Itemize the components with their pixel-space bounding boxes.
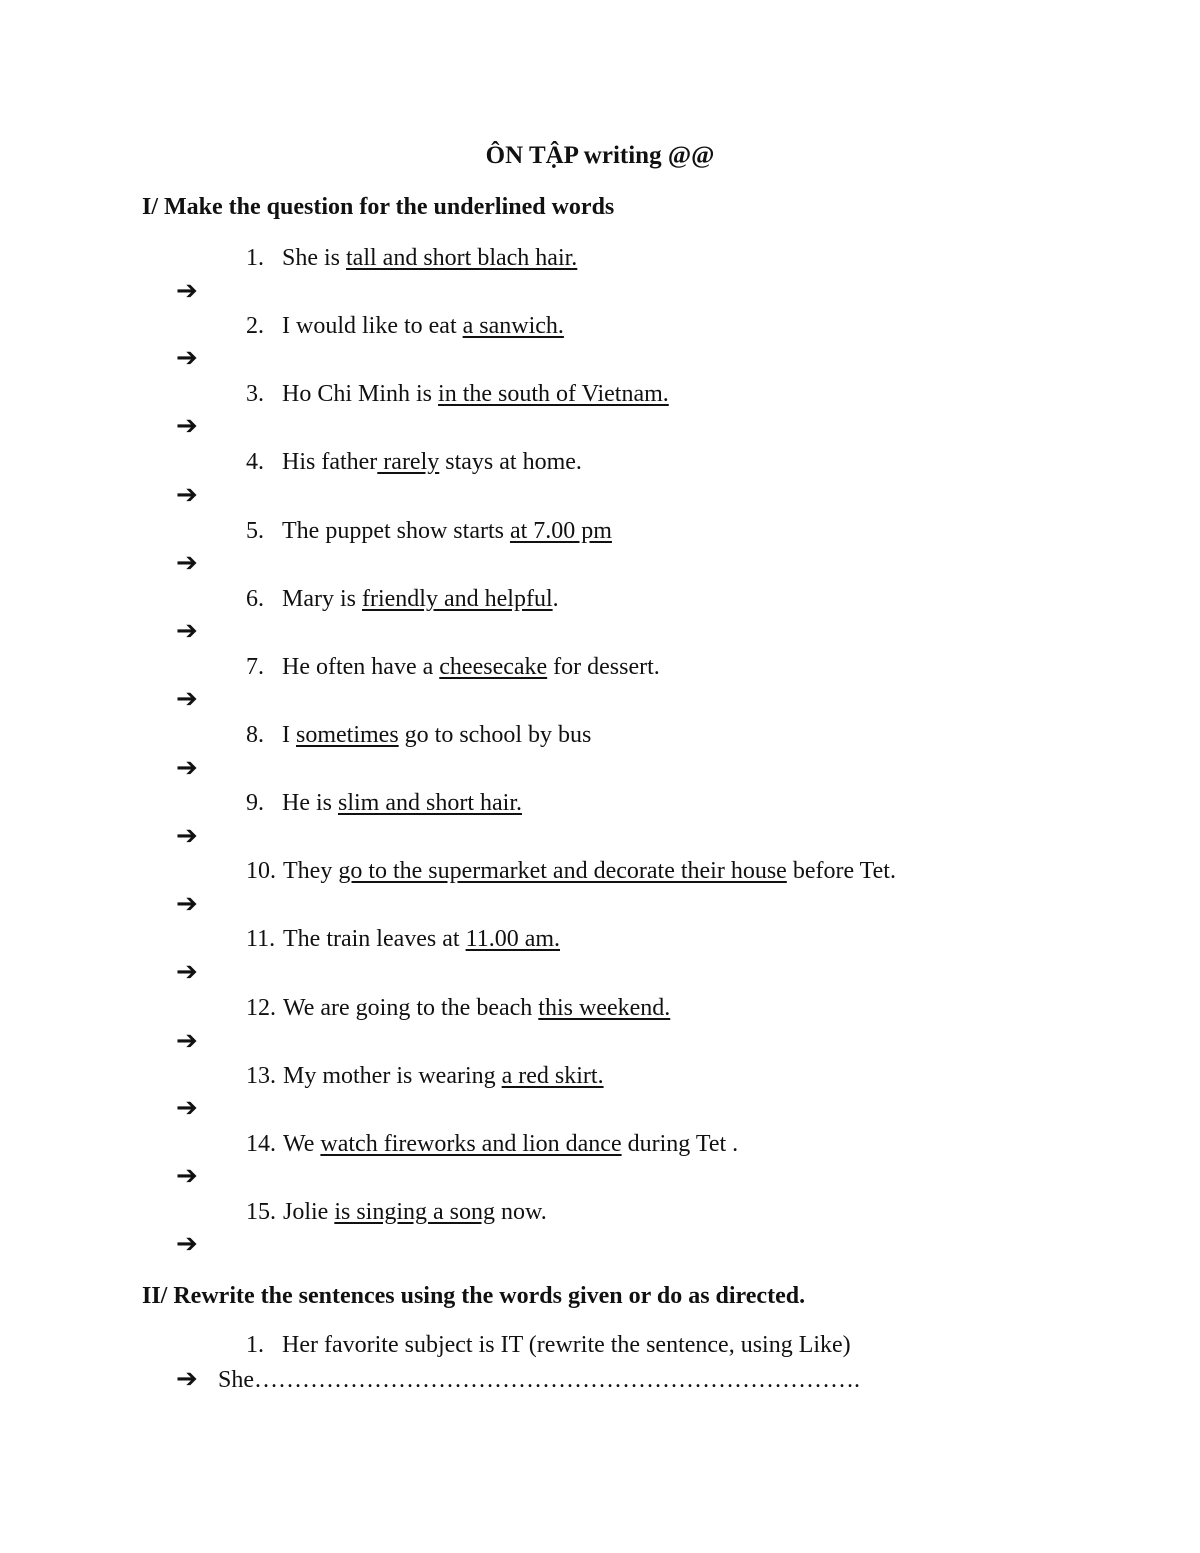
question-item: 12. We are going to the beach this weekend. xyxy=(246,995,671,1021)
answer-arrow-icon: ➔ xyxy=(176,1229,198,1259)
question-item: 14. We watch fireworks and lion dance during Tet . xyxy=(246,1131,739,1157)
answer-arrow-icon: ➔ xyxy=(176,889,198,919)
section-1-heading: I/ Make the question for the underlined words xyxy=(142,194,615,220)
answer-arrow-icon: ➔ xyxy=(176,276,198,306)
answer-arrow-icon: ➔ xyxy=(176,616,198,646)
section-2-heading: II/ Rewrite the sentences using the words given or do as directed. xyxy=(142,1283,806,1309)
answer-arrow-icon: ➔ xyxy=(176,1093,198,1123)
question-item: 3. Ho Chi Minh is in the south of Vietnam. xyxy=(246,381,669,407)
question-item: 11. The train leaves at 11.00 am. xyxy=(246,926,561,952)
answer-arrow-icon: ➔ xyxy=(176,821,198,851)
answer-arrow-icon: ➔ xyxy=(176,548,198,578)
question-item: 10. They go to the supermarket and decorate their house before Tet. xyxy=(246,858,896,884)
question-item: 4. His father rarely stays at home. xyxy=(246,449,582,475)
question-item: 7. He often have a cheesecake for dessert. xyxy=(246,654,660,680)
answer-arrow-icon: ➔ xyxy=(176,1161,198,1191)
answer-arrow-icon: ➔ xyxy=(176,684,198,714)
question-item: 5. The puppet show starts at 7.00 pm xyxy=(246,518,612,544)
answer-prefix: She…………………………………………………………………. xyxy=(218,1367,860,1393)
question-item: 13. My mother is wearing a red skirt. xyxy=(246,1063,604,1089)
answer-arrow-icon: ➔ xyxy=(176,411,198,441)
answer-arrow-icon: ➔ xyxy=(176,1364,198,1394)
page-title: ÔN TẬP writing @@ xyxy=(485,142,715,169)
answer-arrow-icon: ➔ xyxy=(176,957,198,987)
answer-arrow-icon: ➔ xyxy=(176,753,198,783)
question-item: 6. Mary is friendly and helpful. xyxy=(246,586,559,612)
answer-line xyxy=(176,1364,860,1395)
answer-arrow-icon: ➔ xyxy=(176,480,198,510)
rewrite-item: 1. Her favorite subject is IT (rewrite the sentence, using Like) xyxy=(246,1332,851,1358)
question-item: 9. He is slim and short hair. xyxy=(246,790,522,816)
question-item: 15. Jolie is singing a song now. xyxy=(246,1199,547,1225)
question-item: 2. I would like to eat a sanwich. xyxy=(246,313,564,339)
question-item: 8. I sometimes go to school by bus xyxy=(246,722,592,748)
answer-arrow-icon: ➔ xyxy=(176,343,198,373)
question-item: 1. She is tall and short blach hair. xyxy=(246,245,578,271)
answer-arrow-icon: ➔ xyxy=(176,1026,198,1056)
